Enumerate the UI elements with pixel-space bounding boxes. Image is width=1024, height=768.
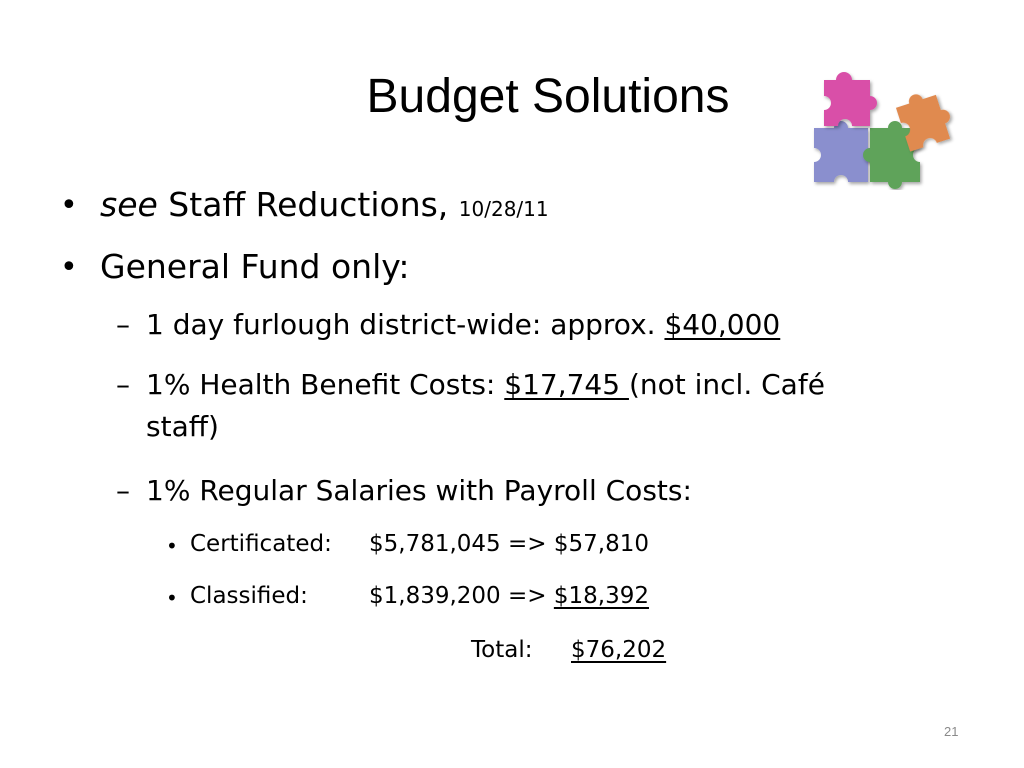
health-suffix: (not incl. Café xyxy=(628,368,825,401)
page-number: 21 xyxy=(944,724,959,739)
bullet-dot: • xyxy=(60,250,78,285)
health-text: 1% Health Benefit Costs: xyxy=(146,368,505,401)
certificated-values xyxy=(369,531,649,557)
slide-title: Budget Solutions xyxy=(366,70,730,123)
dash-marker: – xyxy=(116,368,130,401)
salary-row-classified xyxy=(190,583,308,609)
health-amount: $17,745 xyxy=(504,368,629,401)
total-label: Total: xyxy=(471,637,533,663)
total-amount xyxy=(571,637,666,663)
classified-values xyxy=(369,583,649,609)
certificated-base: $5,781,045 => xyxy=(369,531,547,557)
salary-row-certificated xyxy=(190,531,332,557)
small-bullet-dot: • xyxy=(166,534,178,558)
puzzle-piece-pink xyxy=(824,72,877,126)
classified-label: Classified: xyxy=(190,583,308,609)
health-continuation: staff) xyxy=(146,410,219,443)
sub-bullet-health xyxy=(146,368,825,401)
sub-bullet-salaries: 1% Regular Salaries with Payroll Costs: xyxy=(146,474,692,507)
bullet-dot: • xyxy=(60,188,78,223)
bullet-general-fund: General Fund only: xyxy=(100,247,410,286)
classified-amount: $18,392 xyxy=(553,583,649,609)
small-bullet-dot: • xyxy=(166,586,178,610)
certificated-label: Certificated: xyxy=(190,531,332,557)
classified-base: $1,839,200 => xyxy=(369,583,547,609)
dash-marker: – xyxy=(116,474,130,507)
staff-reductions-date: 10/28/11 xyxy=(458,197,549,221)
see-word: see xyxy=(100,185,158,224)
sub-bullet-furlough xyxy=(146,308,780,341)
furlough-text: 1 day furlough district-wide: approx. xyxy=(146,308,665,341)
total-amount-value: $76,202 xyxy=(571,637,667,663)
bullet-staff-reductions xyxy=(100,185,549,224)
puzzle-pieces-icon xyxy=(808,66,964,190)
furlough-amount: $40,000 xyxy=(664,308,781,341)
staff-reductions-text: Staff Reductions, xyxy=(157,185,459,224)
dash-marker: – xyxy=(116,308,130,341)
certificated-amount: $57,810 xyxy=(553,531,649,557)
